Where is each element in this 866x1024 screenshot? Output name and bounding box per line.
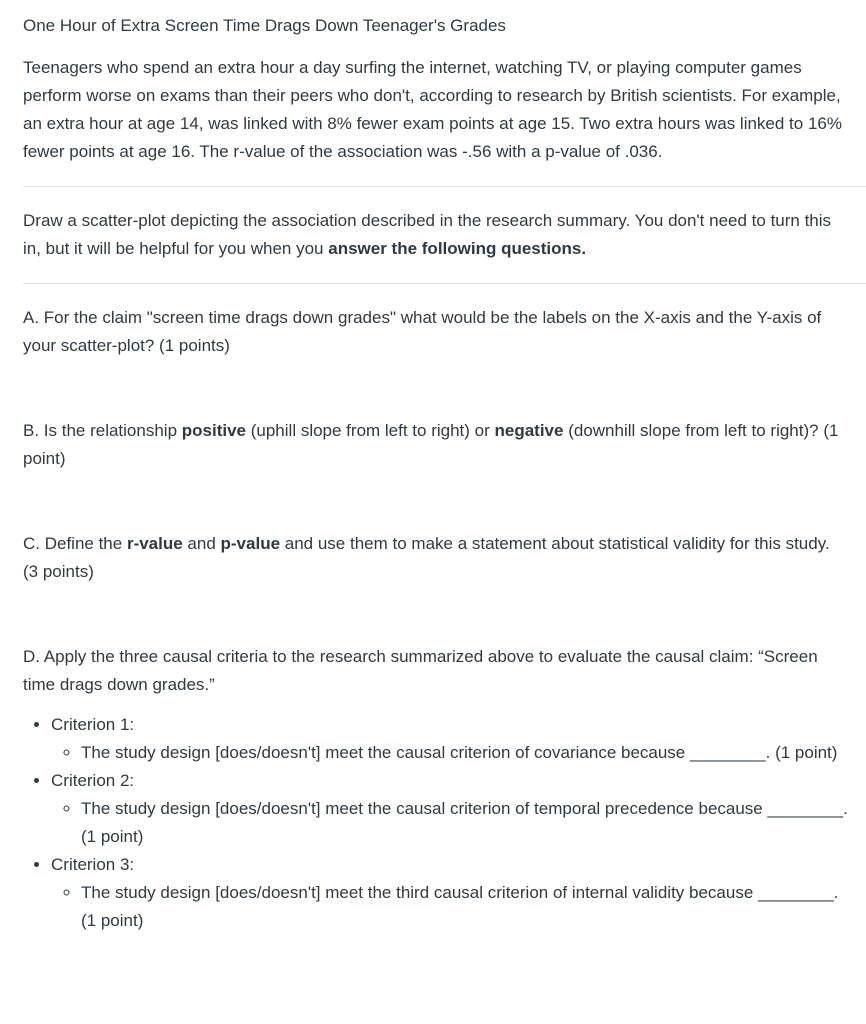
term-r-value: r-value [126,534,183,553]
question-b-text: (downhill slope from left to right)? (1 point) [23,421,839,468]
question-b-text: (uphill slope from left to right) or [246,421,495,440]
criterion-label: Criterion 2: [51,771,135,790]
question-a: A. For the claim "screen time drags down grades" what would be the labels on the X-axis and the Y-axis of your scatter-plot? (1 points) [23,308,822,355]
criterion-detail: ◦ The study design [does/doesn't] meet the third causal criterion of internal validity because ________. (1 point) [81,879,848,935]
page-title: One Hour of Extra Screen Time Drags Down Teenager's Grades [23,16,506,35]
question-c-text: C. Define the [23,534,127,553]
instruction-emphasis: answer the following questions. [328,239,587,258]
criterion-sublist [51,795,848,851]
criterion-item [51,851,848,935]
question-c-text: and [182,534,221,553]
criterion-label: Criterion 1: [51,715,135,734]
instruction-text [23,207,848,263]
criterion-sublist [51,879,848,935]
criterion-label: Criterion 3: [51,855,135,874]
instruction-body: Draw a scatter-plot depicting the association described in the research summary. You don't need to turn this in, but it will be helpful for you when you [23,211,832,258]
research-summary: Teenagers who spend an extra hour a day surfing the internet, watching TV, or playing computer games perform worse on exams than their peers who don't, according to research by British scientists. For example, an extra hour at age 14, was linked with 8% fewer exam points at age 15. Two extra hours was linked to 16% fewer points at age 16. The r-value of the association was -.56 with a p-value of .036. [23,58,842,161]
criterion-detail: ◦ The study design [does/doesn't] meet the causal criterion of covariance because ________. (1 point) [81,739,848,767]
question-b-text: B. Is the relationship [23,421,182,440]
question-c-text: and use them to make a statement about statistical validity for this study. (3 points) [23,534,830,581]
term-positive: positive [181,421,247,440]
criterion-sublist [51,739,848,767]
divider [23,186,866,187]
criterion-item [51,711,848,767]
divider [23,283,866,284]
criterion-item [51,767,848,851]
term-p-value: p-value [220,534,281,553]
question-c [23,530,848,586]
criteria-list [23,711,848,935]
term-negative: negative [494,421,564,440]
question-b [23,417,848,473]
criterion-detail: ◦ The study design [does/doesn't] meet the causal criterion of temporal precedence because ________. (1 point) [81,795,848,851]
question-d: D. Apply the three causal criteria to the research summarized above to evaluate the causal claim: “Screen time drags down grades.” [23,647,818,694]
